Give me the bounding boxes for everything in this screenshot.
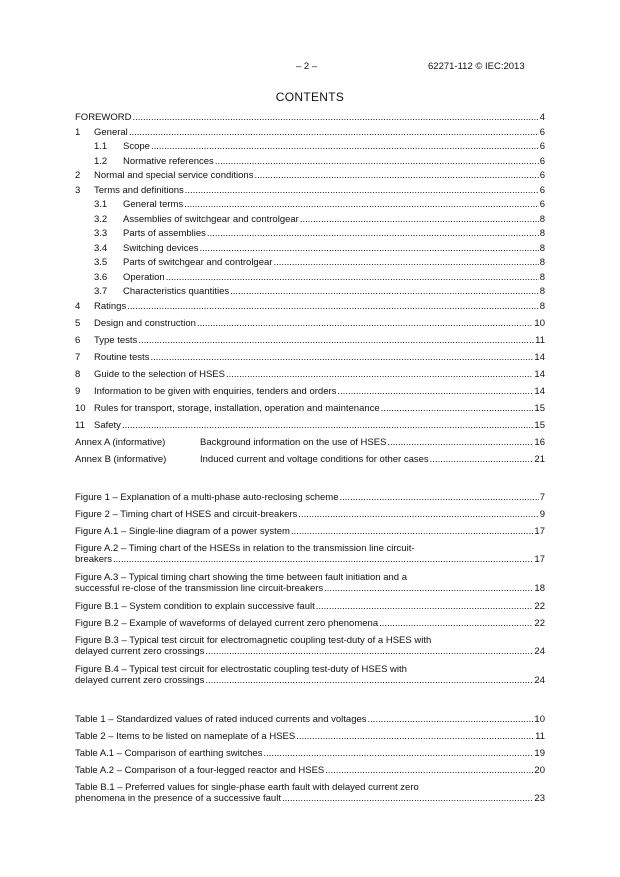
- figure-entry-text: Figure B.2 – Example of waveforms of delayed current zero phenomena: [75, 617, 379, 629]
- toc-entry-number: 3.3: [94, 228, 108, 239]
- figure-entry-text: Figure B.3 – Typical test circuit for electromagnetic coupling test-duty of a HSES with: [75, 634, 432, 646]
- figure-entry-page: 22: [534, 617, 545, 629]
- toc-entry-page: 14: [534, 351, 545, 363]
- table-of-contents: [75, 112, 545, 811]
- figure-entry[interactable]: [75, 601, 545, 618]
- toc-entry-annex-a[interactable]: [75, 437, 545, 454]
- toc-entry-text: FOREWORD: [75, 112, 132, 123]
- figure-entry-text: Figure B.4 – Typical test circuit for electrostatic coupling test-duty of HSES with: [75, 663, 407, 675]
- table-entry[interactable]: [75, 731, 545, 748]
- toc-entry-number: 3: [75, 184, 81, 196]
- toc-entry-3-3[interactable]: [75, 228, 545, 243]
- toc-entry-page: 16: [534, 436, 545, 448]
- toc-entry-3[interactable]: [75, 185, 545, 200]
- figure-entry-page: 7: [539, 491, 545, 503]
- toc-entry-1[interactable]: [75, 127, 545, 142]
- table-entry[interactable]: [75, 748, 545, 765]
- toc-entry-text: Parts of switchgear and controlgear: [123, 257, 273, 268]
- toc-entry-1-2[interactable]: [75, 156, 545, 171]
- table-entry[interactable]: [75, 765, 545, 782]
- table-entry-text: Table A.2 – Comparison of a four-legged reactor and HSES: [75, 764, 325, 776]
- toc-entry-7[interactable]: [75, 352, 545, 369]
- figure-entry[interactable]: [75, 664, 545, 693]
- toc-entry-page: 21: [534, 453, 545, 465]
- toc-entry-text: General terms: [123, 199, 184, 210]
- toc-entry-page: 6: [539, 170, 545, 181]
- toc-entry-3-2[interactable]: [75, 214, 545, 229]
- toc-entry-page: 8: [539, 242, 545, 254]
- toc-entry-text: Safety: [94, 419, 121, 431]
- toc-entry-number: Annex B (informative): [75, 453, 167, 465]
- toc-entry-2[interactable]: [75, 170, 545, 185]
- table-entry-page: 10: [534, 713, 545, 725]
- toc-entry-1-1[interactable]: [75, 141, 545, 156]
- toc-entry-number: 3.4: [94, 242, 108, 254]
- toc-entry-annex-b[interactable]: [75, 454, 545, 471]
- toc-entry-page: 6: [539, 155, 545, 167]
- figure-entry-text-cont: breakers: [75, 553, 112, 565]
- figure-entry-page: 17: [534, 553, 545, 565]
- table-entry-page: 11: [535, 730, 545, 742]
- figure-entry-page: 24: [534, 674, 545, 686]
- toc-entry-number: 3.2: [94, 213, 108, 225]
- toc-entry-text: Parts of assemblies: [123, 228, 206, 239]
- toc-entry-page: 4: [539, 112, 545, 123]
- table-entry-text: Table 1 – Standardized values of rated induced currents and voltages: [75, 713, 367, 725]
- figure-entry[interactable]: [75, 509, 545, 526]
- toc-entry-page: 8: [539, 271, 545, 283]
- figure-entry-text: Figure 1 – Explanation of a multi-phase auto-reclosing scheme: [75, 491, 339, 503]
- toc-entry-page: 6: [539, 141, 545, 152]
- table-entry-page: 19: [534, 747, 545, 759]
- toc-entry-3-4[interactable]: [75, 243, 545, 258]
- toc-entry-number: 3.6: [94, 271, 108, 283]
- contents-title: CONTENTS: [275, 90, 345, 104]
- toc-entry-page: 8: [539, 257, 545, 268]
- toc-entry-number: 1: [75, 126, 81, 138]
- toc-entry-number: 4: [75, 300, 81, 312]
- toc-entry-number: 8: [75, 368, 81, 380]
- toc-entry-page: 15: [534, 419, 545, 431]
- table-entry-page: 20: [534, 764, 545, 776]
- table-entry-page: 23: [534, 792, 545, 804]
- toc-entry-text: Design and construction: [94, 317, 196, 329]
- toc-entry-text: Type tests: [94, 334, 138, 346]
- toc-entry-3-1[interactable]: [75, 199, 545, 214]
- toc-entry-page: 15: [534, 402, 545, 414]
- table-entry-text: Table A.1 – Comparison of earthing switches: [75, 747, 263, 759]
- toc-entry-text: Operation: [123, 271, 165, 283]
- toc-entry-8[interactable]: [75, 369, 545, 386]
- toc-entry-number: 2: [75, 170, 81, 181]
- toc-entry-page: 6: [539, 184, 545, 196]
- figure-entry[interactable]: [75, 526, 545, 543]
- toc-entry-3-6[interactable]: [75, 272, 545, 287]
- toc-entry-page: 8: [539, 213, 545, 225]
- toc-entry-number: 3.7: [94, 286, 108, 297]
- figure-entry-text-cont: delayed current zero crossings: [75, 645, 205, 657]
- figure-entry-page: 17: [534, 525, 545, 537]
- toc-entry-number: 1.1: [94, 141, 108, 152]
- figure-entry-text-cont: delayed current zero crossings: [75, 674, 205, 686]
- figure-entry-page: 18: [534, 582, 545, 594]
- toc-entry-3-7[interactable]: [75, 286, 545, 301]
- toc-entry-9[interactable]: [75, 386, 545, 403]
- table-entry[interactable]: [75, 782, 545, 811]
- toc-entry-text: Information to be given with enquiries, tenders and orders: [94, 385, 337, 397]
- figure-entry[interactable]: [75, 572, 545, 601]
- toc-entry-page: 8: [539, 286, 545, 297]
- figure-entry-text-cont: successful re-close of the transmission line circuit-breakers: [75, 582, 324, 594]
- toc-entry-foreword[interactable]: [75, 112, 545, 127]
- figure-entry-page: 22: [534, 600, 545, 612]
- toc-entry-text: Normal and special service conditions: [94, 170, 254, 181]
- toc-entry-5[interactable]: [75, 318, 545, 335]
- toc-entry-3-5[interactable]: [75, 257, 545, 272]
- toc-entry-number: 3.1: [94, 199, 108, 210]
- toc-entry-text: Routine tests: [94, 351, 150, 363]
- toc-entry-text: Terms and definitions: [94, 184, 184, 196]
- figure-entry-text: Figure 2 – Timing chart of HSES and circuit-breakers: [75, 508, 298, 520]
- toc-entry-number: 10: [75, 402, 86, 414]
- toc-entry-page: 11: [535, 334, 545, 346]
- toc-entry-text: General: [94, 126, 128, 138]
- toc-entry-6[interactable]: [75, 335, 545, 352]
- toc-entry-page: 6: [539, 126, 545, 138]
- toc-entry-page: 14: [534, 385, 545, 397]
- toc-entry-number: 11: [75, 419, 85, 431]
- toc-entry-10[interactable]: [75, 403, 545, 420]
- toc-entry-text: Guide to the selection of HSES: [94, 368, 225, 380]
- toc-entry-number: 1.2: [94, 155, 108, 167]
- figure-entry[interactable]: [75, 618, 545, 635]
- figure-entry-text: Figure A.1 – Single-line diagram of a power system: [75, 525, 290, 537]
- toc-entry-text: Characteristics quantities: [123, 286, 230, 297]
- table-entry-text: Table 2 – Items to be listed on nameplate of a HSES: [75, 730, 296, 742]
- figure-entry-text: Figure B.1 – System condition to explain successive fault: [75, 600, 315, 612]
- figure-entry[interactable]: [75, 492, 545, 509]
- toc-entry-text: Induced current and voltage conditions for other cases: [200, 453, 429, 465]
- toc-entry-text: Assemblies of switchgear and controlgear: [123, 213, 299, 225]
- toc-entry-page: 10: [534, 317, 545, 329]
- toc-entry-text: Ratings: [94, 300, 127, 312]
- table-entry-text-cont: phenomena in the presence of a successive fault: [75, 792, 281, 804]
- toc-entry-number: Annex A (informative): [75, 436, 166, 448]
- toc-entry-page: 8: [539, 300, 545, 312]
- toc-entry-number: 6: [75, 334, 81, 346]
- toc-entry-number: 9: [75, 385, 81, 397]
- toc-entry-text: Rules for transport, storage, installation, operation and maintenance: [94, 402, 380, 414]
- standard-reference: 62271-112 © IEC:2013: [428, 61, 525, 72]
- toc-entry-number: 7: [75, 351, 81, 363]
- toc-entry-page: 6: [539, 199, 545, 210]
- toc-entry-11[interactable]: [75, 420, 545, 437]
- figure-entry-text: Figure A.2 – Timing chart of the HSESs in relation to the transmission line circuit-: [75, 542, 415, 554]
- figure-entry-page: 24: [534, 645, 545, 657]
- toc-entry-text: Scope: [123, 141, 150, 152]
- figure-entry-page: 9: [539, 508, 545, 520]
- table-entry-text: Table B.1 – Preferred values for single-phase earth fault with delayed current zero: [75, 781, 419, 793]
- toc-entry-number: 3.5: [94, 257, 108, 268]
- figure-entry[interactable]: [75, 635, 545, 664]
- page-number: – 2 –: [296, 61, 318, 72]
- toc-entry-text: Switching devices: [123, 242, 199, 254]
- figure-entry[interactable]: [75, 543, 545, 572]
- toc-entry-number: 5: [75, 317, 81, 329]
- toc-entry-4[interactable]: [75, 301, 545, 318]
- toc-entry-text: Background information on the use of HSES: [200, 436, 387, 448]
- toc-entry-page: 8: [539, 228, 545, 239]
- toc-entry-page: 14: [534, 368, 545, 380]
- figure-entry-text: Figure A.3 – Typical timing chart showing the time between fault initiation and a: [75, 571, 407, 583]
- table-entry[interactable]: [75, 714, 545, 731]
- toc-entry-text: Normative references: [123, 155, 214, 167]
